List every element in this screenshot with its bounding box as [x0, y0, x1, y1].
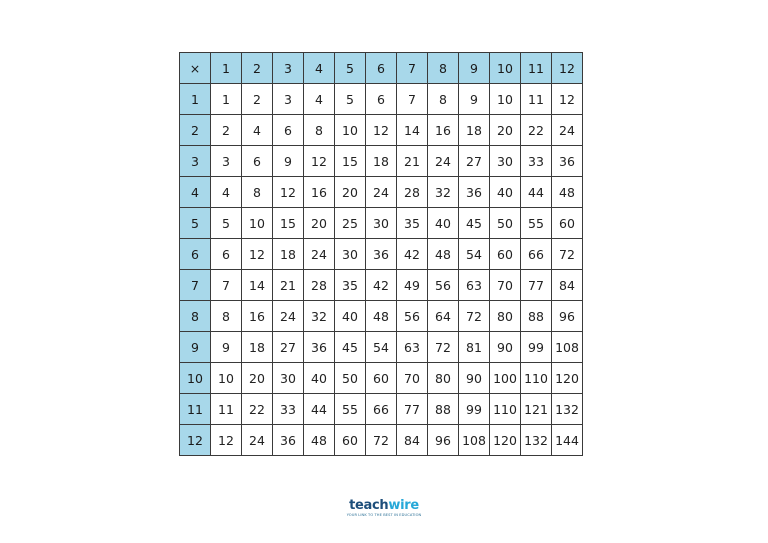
- product-cell: 48: [304, 425, 335, 456]
- product-cell: 70: [397, 363, 428, 394]
- product-cell: 36: [552, 146, 583, 177]
- table-row: [180, 115, 583, 146]
- table-row: [180, 394, 583, 425]
- brand-tagline: YOUR LINK TO THE BEST IN EDUCATION: [346, 513, 422, 517]
- product-cell: 3: [273, 84, 304, 115]
- product-cell: 88: [521, 301, 552, 332]
- product-cell: 96: [428, 425, 459, 456]
- product-cell: 36: [304, 332, 335, 363]
- product-cell: 30: [490, 146, 521, 177]
- product-cell: 55: [521, 208, 552, 239]
- product-cell: 18: [366, 146, 397, 177]
- product-cell: 1: [211, 84, 242, 115]
- product-cell: 108: [459, 425, 490, 456]
- product-cell: 4: [304, 84, 335, 115]
- product-cell: 4: [242, 115, 273, 146]
- product-cell: 6: [211, 239, 242, 270]
- product-cell: 99: [521, 332, 552, 363]
- row-header: 2: [180, 115, 211, 146]
- table-row: [180, 270, 583, 301]
- table-row: [180, 425, 583, 456]
- header-row: [180, 53, 583, 84]
- product-cell: 44: [521, 177, 552, 208]
- product-cell: 12: [304, 146, 335, 177]
- product-cell: 21: [397, 146, 428, 177]
- product-cell: 2: [211, 115, 242, 146]
- product-cell: 8: [242, 177, 273, 208]
- product-cell: 48: [428, 239, 459, 270]
- product-cell: 45: [335, 332, 366, 363]
- product-cell: 90: [459, 363, 490, 394]
- product-cell: 20: [490, 115, 521, 146]
- product-cell: 132: [552, 394, 583, 425]
- brand-name-teach: teach: [349, 498, 389, 513]
- product-cell: 10: [242, 208, 273, 239]
- product-cell: 6: [366, 84, 397, 115]
- product-cell: 9: [211, 332, 242, 363]
- product-cell: 80: [490, 301, 521, 332]
- product-cell: 63: [397, 332, 428, 363]
- product-cell: 18: [273, 239, 304, 270]
- product-cell: 7: [397, 84, 428, 115]
- product-cell: 8: [304, 115, 335, 146]
- product-cell: 10: [490, 84, 521, 115]
- table-row: [180, 239, 583, 270]
- product-cell: 63: [459, 270, 490, 301]
- column-header: 5: [335, 53, 366, 84]
- product-cell: 72: [366, 425, 397, 456]
- product-cell: 50: [490, 208, 521, 239]
- product-cell: 36: [366, 239, 397, 270]
- product-cell: 54: [366, 332, 397, 363]
- product-cell: 48: [552, 177, 583, 208]
- product-cell: 24: [428, 146, 459, 177]
- product-cell: 24: [366, 177, 397, 208]
- product-cell: 33: [273, 394, 304, 425]
- row-header: 12: [180, 425, 211, 456]
- product-cell: 12: [366, 115, 397, 146]
- product-cell: 35: [397, 208, 428, 239]
- product-cell: 12: [211, 425, 242, 456]
- product-cell: 120: [490, 425, 521, 456]
- product-cell: 32: [304, 301, 335, 332]
- brand-wordmark: [342, 499, 426, 513]
- product-cell: 108: [552, 332, 583, 363]
- product-cell: 40: [428, 208, 459, 239]
- product-cell: 110: [490, 394, 521, 425]
- table-row: [180, 301, 583, 332]
- product-cell: 15: [335, 146, 366, 177]
- product-cell: 120: [552, 363, 583, 394]
- product-cell: 21: [273, 270, 304, 301]
- product-cell: 14: [397, 115, 428, 146]
- table-row: [180, 177, 583, 208]
- column-header: 11: [521, 53, 552, 84]
- product-cell: 8: [211, 301, 242, 332]
- product-cell: 96: [552, 301, 583, 332]
- product-cell: 20: [335, 177, 366, 208]
- product-cell: 90: [490, 332, 521, 363]
- product-cell: 30: [273, 363, 304, 394]
- product-cell: 33: [521, 146, 552, 177]
- product-cell: 60: [490, 239, 521, 270]
- product-cell: 24: [273, 301, 304, 332]
- column-header: 2: [242, 53, 273, 84]
- product-cell: 56: [397, 301, 428, 332]
- product-cell: 32: [428, 177, 459, 208]
- table-row: [180, 332, 583, 363]
- product-cell: 27: [273, 332, 304, 363]
- product-cell: 30: [335, 239, 366, 270]
- product-cell: 77: [521, 270, 552, 301]
- product-cell: 9: [459, 84, 490, 115]
- product-cell: 121: [521, 394, 552, 425]
- product-cell: 5: [335, 84, 366, 115]
- table-row: [180, 146, 583, 177]
- product-cell: 10: [335, 115, 366, 146]
- product-cell: 24: [304, 239, 335, 270]
- product-cell: 72: [428, 332, 459, 363]
- product-cell: 22: [521, 115, 552, 146]
- row-header: 6: [180, 239, 211, 270]
- product-cell: 48: [366, 301, 397, 332]
- product-cell: 18: [459, 115, 490, 146]
- product-cell: 110: [521, 363, 552, 394]
- product-cell: 16: [428, 115, 459, 146]
- product-cell: 35: [335, 270, 366, 301]
- product-cell: 12: [273, 177, 304, 208]
- product-cell: 50: [335, 363, 366, 394]
- row-header: 9: [180, 332, 211, 363]
- product-cell: 15: [273, 208, 304, 239]
- product-cell: 84: [552, 270, 583, 301]
- product-cell: 49: [397, 270, 428, 301]
- column-header: 6: [366, 53, 397, 84]
- product-cell: 56: [428, 270, 459, 301]
- product-cell: 3: [211, 146, 242, 177]
- column-header: 10: [490, 53, 521, 84]
- product-cell: 22: [242, 394, 273, 425]
- table-row: [180, 208, 583, 239]
- product-cell: 12: [552, 84, 583, 115]
- product-cell: 70: [490, 270, 521, 301]
- product-cell: 72: [459, 301, 490, 332]
- product-cell: 60: [366, 363, 397, 394]
- product-cell: 40: [335, 301, 366, 332]
- product-cell: 24: [242, 425, 273, 456]
- row-header: 4: [180, 177, 211, 208]
- product-cell: 11: [521, 84, 552, 115]
- product-cell: 40: [490, 177, 521, 208]
- product-cell: 27: [459, 146, 490, 177]
- row-header: 1: [180, 84, 211, 115]
- product-cell: 66: [521, 239, 552, 270]
- product-cell: 77: [397, 394, 428, 425]
- product-cell: 12: [242, 239, 273, 270]
- row-header: 7: [180, 270, 211, 301]
- product-cell: 88: [428, 394, 459, 425]
- product-cell: 20: [304, 208, 335, 239]
- corner-symbol: ×: [180, 53, 211, 84]
- product-cell: 72: [552, 239, 583, 270]
- column-header: 9: [459, 53, 490, 84]
- product-cell: 4: [211, 177, 242, 208]
- product-cell: 24: [552, 115, 583, 146]
- product-cell: 55: [335, 394, 366, 425]
- product-cell: 60: [552, 208, 583, 239]
- product-cell: 42: [366, 270, 397, 301]
- product-cell: 8: [428, 84, 459, 115]
- product-cell: 40: [304, 363, 335, 394]
- product-cell: 6: [242, 146, 273, 177]
- product-cell: 14: [242, 270, 273, 301]
- teachwire-logo: [342, 499, 426, 518]
- product-cell: 18: [242, 332, 273, 363]
- product-cell: 80: [428, 363, 459, 394]
- column-header: 12: [552, 53, 583, 84]
- product-cell: 20: [242, 363, 273, 394]
- product-cell: 60: [335, 425, 366, 456]
- table-row: [180, 84, 583, 115]
- product-cell: 144: [552, 425, 583, 456]
- product-cell: 45: [459, 208, 490, 239]
- product-cell: 28: [397, 177, 428, 208]
- product-cell: 6: [273, 115, 304, 146]
- table-row: [180, 363, 583, 394]
- product-cell: 7: [211, 270, 242, 301]
- column-header: 8: [428, 53, 459, 84]
- product-cell: 28: [304, 270, 335, 301]
- product-cell: 66: [366, 394, 397, 425]
- product-cell: 30: [366, 208, 397, 239]
- row-header: 8: [180, 301, 211, 332]
- product-cell: 42: [397, 239, 428, 270]
- row-header: 5: [180, 208, 211, 239]
- multiplication-table: [179, 52, 583, 456]
- row-header: 11: [180, 394, 211, 425]
- product-cell: 16: [242, 301, 273, 332]
- row-header: 3: [180, 146, 211, 177]
- product-cell: 2: [242, 84, 273, 115]
- brand-name-wire: wire: [388, 498, 419, 513]
- product-cell: 10: [211, 363, 242, 394]
- product-cell: 99: [459, 394, 490, 425]
- product-cell: 36: [273, 425, 304, 456]
- product-cell: 9: [273, 146, 304, 177]
- product-cell: 5: [211, 208, 242, 239]
- product-cell: 64: [428, 301, 459, 332]
- column-header: 7: [397, 53, 428, 84]
- product-cell: 16: [304, 177, 335, 208]
- product-cell: 132: [521, 425, 552, 456]
- product-cell: 44: [304, 394, 335, 425]
- product-cell: 84: [397, 425, 428, 456]
- product-cell: 25: [335, 208, 366, 239]
- product-cell: 11: [211, 394, 242, 425]
- product-cell: 54: [459, 239, 490, 270]
- column-header: 3: [273, 53, 304, 84]
- column-header: 1: [211, 53, 242, 84]
- row-header: 10: [180, 363, 211, 394]
- column-header: 4: [304, 53, 335, 84]
- product-cell: 100: [490, 363, 521, 394]
- product-cell: 36: [459, 177, 490, 208]
- product-cell: 81: [459, 332, 490, 363]
